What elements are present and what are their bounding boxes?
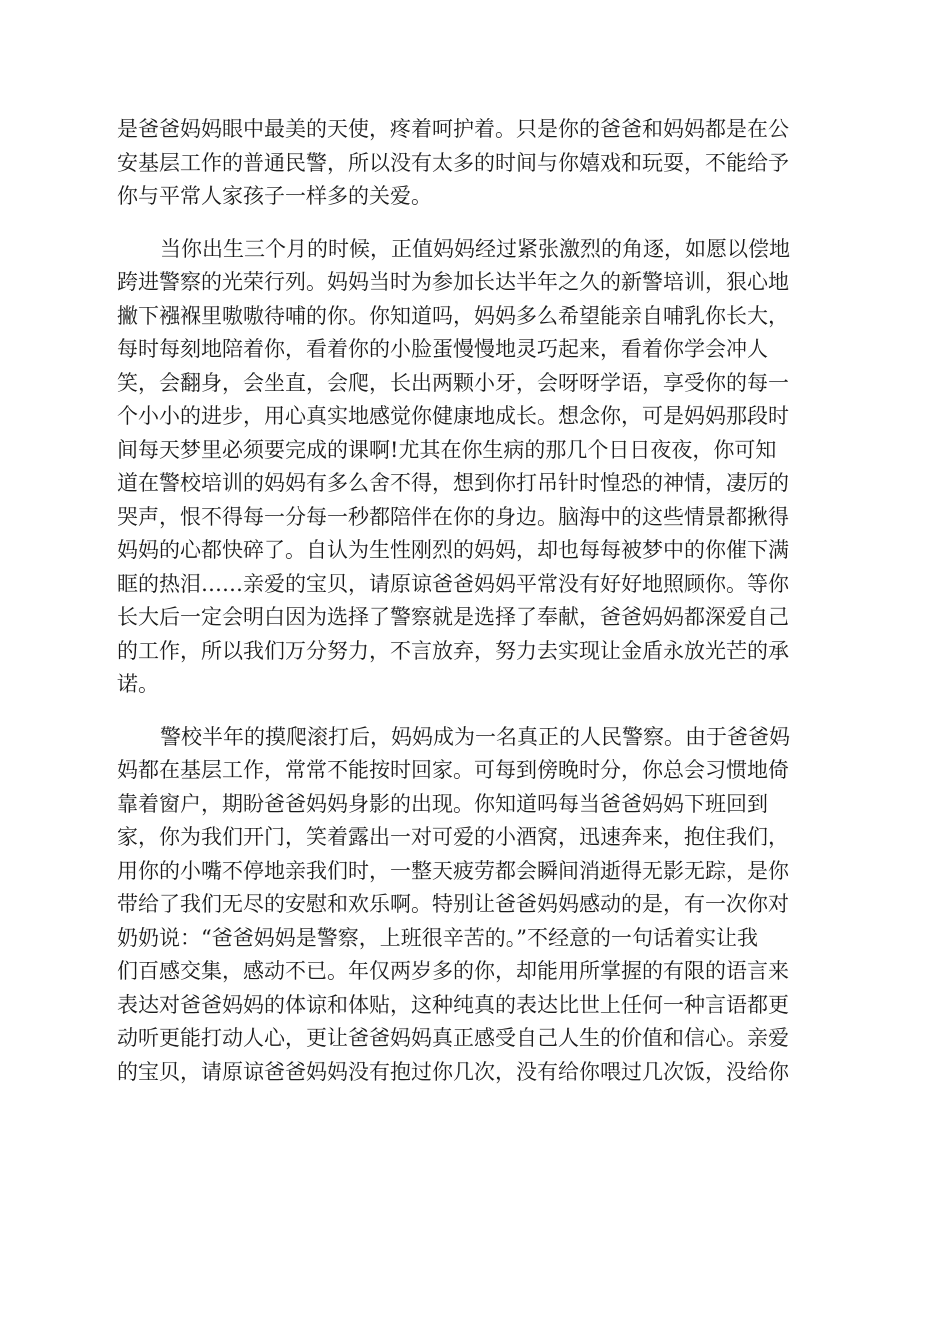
text-line: 动听更能打动人心，更让爸爸妈妈真正感受自己人生的价值和信心。亲爱 xyxy=(117,1026,789,1050)
text-line: 用你的小嘴不停地亲我们时，一整天疲劳都会瞬间消逝得无影无踪，是你 xyxy=(117,858,789,883)
text-line: 眶的热泪……亲爱的宝贝，请原谅爸爸妈妈平常没有好好地照顾你。等你 xyxy=(117,571,789,596)
paragraph xyxy=(117,113,833,214)
paragraph xyxy=(117,233,833,702)
body-text xyxy=(117,113,833,1089)
text-line: 们百感交集，感动不已。年仅两岁多的你，却能用所掌握的有限的语言来 xyxy=(117,959,789,983)
text-line: 妈都在基层工作，常常不能按时回家。可每到傍晚时分，你总会习惯地倚 xyxy=(117,758,789,782)
text-line: 哭声，恨不得每一分每一秒都陪伴在你的身边。脑海中的这些情景都揪得 xyxy=(117,504,789,529)
text-line: 诺。 xyxy=(117,672,159,696)
text-line: 道在警校培训的妈妈有多么舍不得，想到你打吊针时惶恐的神情，凄厉的 xyxy=(117,471,789,495)
text-line: 安基层工作的普通民警，所以没有太多的时间与你嬉戏和玩耍，不能给予 xyxy=(117,150,789,175)
paragraph xyxy=(117,721,833,1090)
text-line: 奶奶说：“爸爸妈妈是警察，上班很辛苦的。”不经意的一句话着实让我 xyxy=(117,925,758,950)
text-line: 的工作，所以我们万分努力，不言放弃，努力去实现让金盾永放光芒的承 xyxy=(117,638,789,663)
text-line: 当你出生三个月的时候，正值妈妈经过紧张激烈的角逐，如愿以偿地 xyxy=(160,236,790,261)
text-line: 警校半年的摸爬滚打后，妈妈成为一名真正的人民警察。由于爸爸妈 xyxy=(160,724,790,749)
text-line: 间每天梦里必须要完成的课啊!尤其在你生病的那几个日日夜夜，你可知 xyxy=(117,437,777,462)
text-line: 跨进警察的光荣行列。妈妈当时为参加长达半年之久的新警培训，狠心地 xyxy=(117,270,789,294)
text-line: 撇下襁褓里嗷嗷待哺的你。你知道吗，妈妈多么希望能亲自哺乳你长大， xyxy=(117,303,789,328)
text-line: 的宝贝，请原谅爸爸妈妈没有抱过你几次，没有给你喂过几次饭，没给你 xyxy=(117,1059,789,1084)
text-line: 长大后一定会明白因为选择了警察就是选择了奉献，爸爸妈妈都深爱自己 xyxy=(117,605,789,629)
paragraph-spacer xyxy=(117,702,833,721)
text-line: 你与平常人家孩子一样多的关爱。 xyxy=(117,184,432,208)
text-line: 个小小的进步，用心真实地感觉你健康地成长。想念你，可是妈妈那段时 xyxy=(117,404,789,428)
text-line: 每时每刻地陪着你，看着你的小脸蛋慢慢地灵巧起来，看着你学会冲人 xyxy=(117,337,768,361)
text-line: 是爸爸妈妈眼中最美的天使，疼着呵护着。只是你的爸爸和妈妈都是在公 xyxy=(117,117,789,141)
text-line: 家，你为我们开门，笑着露出一对可爱的小酒窝，迅速奔来，抱住我们， xyxy=(117,825,789,849)
text-line: 带给了我们无尽的安慰和欢乐啊。特别让爸爸妈妈感动的是，有一次你对 xyxy=(117,892,789,916)
paragraph-spacer xyxy=(117,214,833,233)
text-line: 妈妈的心都快碎了。自认为生性刚烈的妈妈，却也每每被梦中的你催下满 xyxy=(117,538,789,562)
text-line: 表达对爸爸妈妈的体谅和体贴，这种纯真的表达比世上任何一种言语都更 xyxy=(117,992,789,1017)
text-line: 靠着窗户，期盼爸爸妈妈身影的出现。你知道吗每当爸爸妈妈下班回到 xyxy=(117,791,768,816)
text-line: 笑，会翻身，会坐直，会爬，长出两颗小牙，会呀呀学语，享受你的每一 xyxy=(117,370,789,395)
